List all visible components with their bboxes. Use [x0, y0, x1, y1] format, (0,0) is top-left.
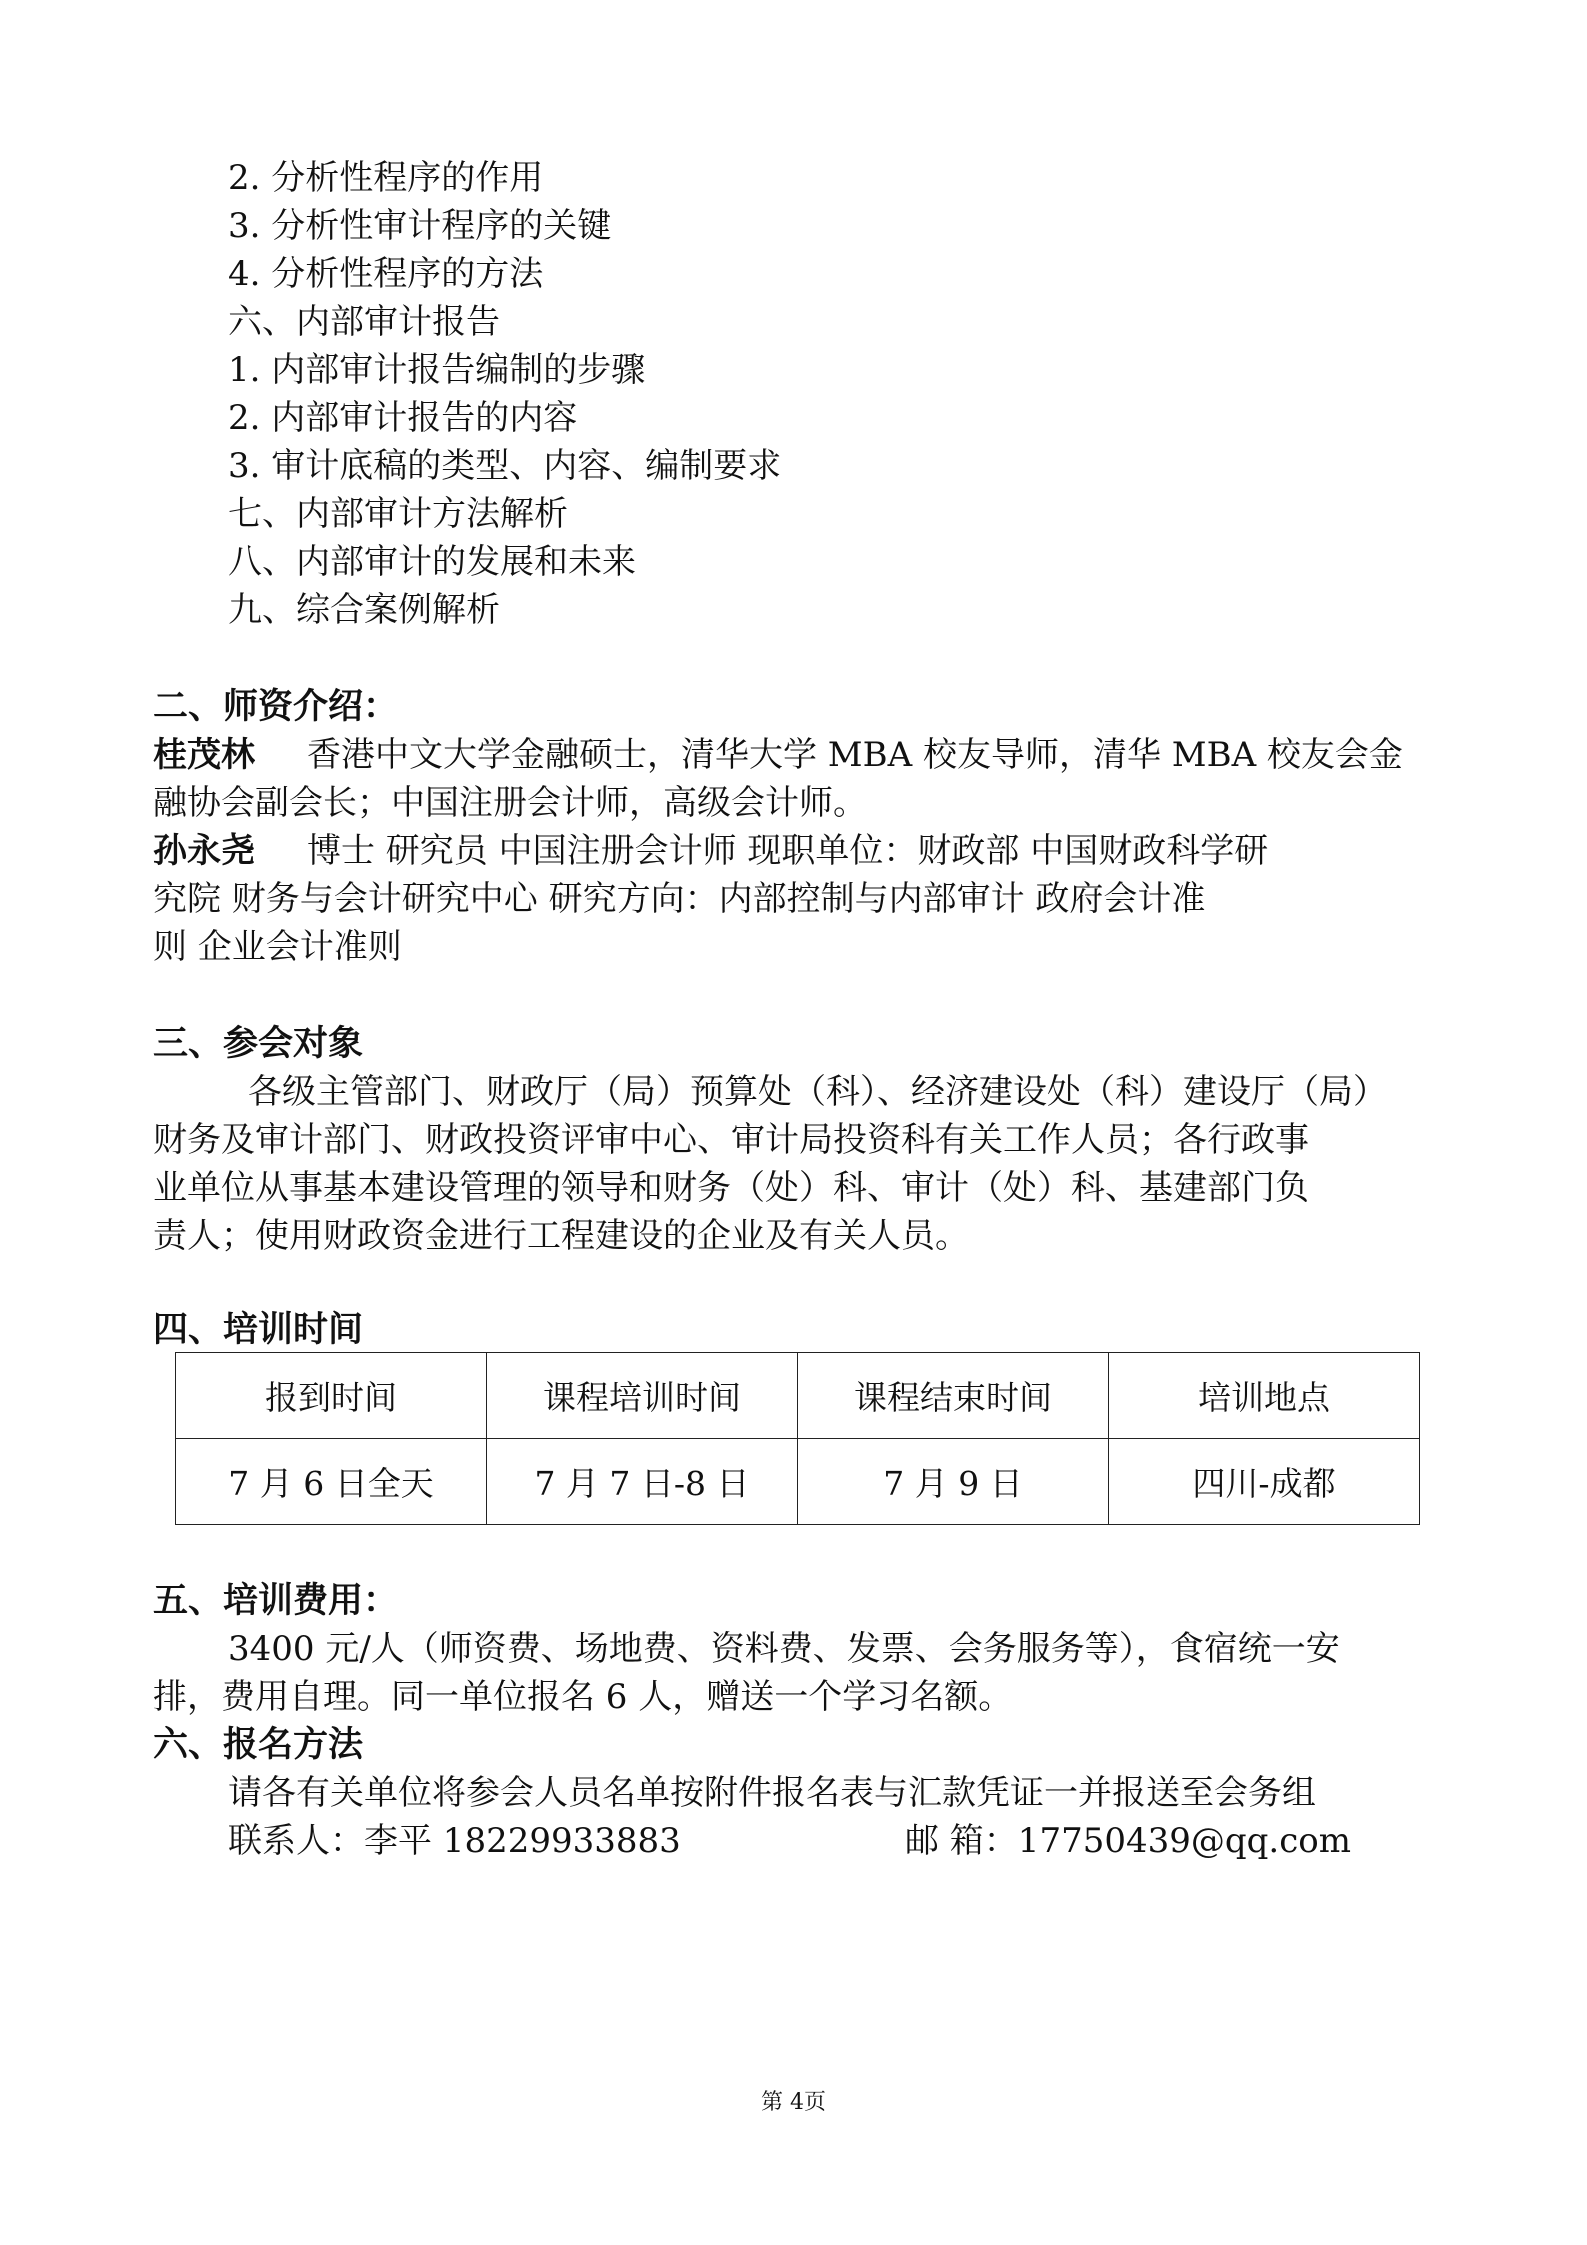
table-header-row	[176, 1353, 1420, 1439]
page-number: 第 4页	[761, 2090, 826, 2115]
teacher-1-bio-2: 融协会副会长；中国注册会计师，高级会计师。	[153, 783, 867, 823]
teacher-2-name: 孙永尧	[153, 831, 255, 871]
section-heading-signup: 六、报名方法	[153, 1724, 364, 1765]
fee-line: 3400 元/人（师资费、场地费、资料费、发票、会务服务等），食宿统一安	[228, 1629, 1340, 1669]
outline-item: 六、内部审计报告	[228, 302, 500, 342]
outline-item: 九、综合案例解析	[228, 590, 500, 630]
outline-item: 1. 内部审计报告编制的步骤	[228, 350, 646, 390]
outline-item: 2. 内部审计报告的内容	[228, 398, 578, 438]
signup-line: 请各有关单位将参会人员名单按附件报名表与汇款凭证一并报送至会务组	[228, 1773, 1316, 1813]
fee-line: 排，费用自理。同一单位报名 6 人，赠送一个学习名额。	[153, 1677, 1013, 1717]
table-cell: 四川-成都	[1109, 1439, 1420, 1525]
audience-line: 责人；使用财政资金进行工程建设的企业及有关人员。	[153, 1216, 969, 1256]
audience-line: 业单位从事基本建设管理的领导和财务（处）科、审计（处）科、基建部门负	[153, 1168, 1309, 1208]
outline-item: 3. 分析性审计程序的关键	[228, 206, 612, 246]
teacher-2-bio-1: 博士 研究员 中国注册会计师 现职单位：财政部 中国财政科学研	[307, 831, 1269, 871]
outline-item: 4. 分析性程序的方法	[228, 254, 544, 294]
section-heading-audience: 三、参会对象	[153, 1023, 364, 1064]
table-cell: 7 月 9 日	[798, 1439, 1109, 1525]
table-header-cell: 课程培训时间	[487, 1353, 798, 1439]
table-header-cell: 报到时间	[176, 1353, 487, 1439]
teacher-1-line-1	[153, 731, 1403, 779]
outline-item: 八、内部审计的发展和未来	[228, 542, 636, 582]
contact-person: 联系人：李平 18229933883	[228, 1821, 681, 1861]
training-schedule-table	[175, 1352, 1420, 1525]
teacher-1-bio-1: 香港中文大学金融硕士，清华大学 MBA 校友导师，清华 MBA 校友会金	[307, 735, 1403, 775]
table-cell: 7 月 6 日全天	[176, 1439, 487, 1525]
teacher-2-line-1	[153, 827, 1268, 875]
audience-line: 财务及审计部门、财政投资评审中心、审计局投资科有关工作人员；各行政事	[153, 1120, 1309, 1160]
audience-line: 各级主管部门、财政厅（局）预算处（科）、经济建设处（科）建设厅（局）	[248, 1072, 1387, 1112]
section-heading-teachers: 二、师资介绍：	[153, 686, 399, 727]
table-header-cell: 培训地点	[1109, 1353, 1420, 1439]
contact-email: 邮 箱：17750439@qq.com	[905, 1821, 1351, 1861]
table-cell: 7 月 7 日-8 日	[487, 1439, 798, 1525]
teacher-2-bio-2: 究院 财务与会计研究中心 研究方向：内部控制与内部审计 政府会计准	[153, 879, 1206, 919]
table-row	[176, 1439, 1420, 1525]
table-header-cell: 课程结束时间	[798, 1353, 1109, 1439]
teacher-2-bio-3: 则 企业会计准则	[153, 927, 402, 967]
outline-item: 2. 分析性程序的作用	[228, 158, 544, 198]
outline-item: 3. 审计底稿的类型、内容、编制要求	[228, 446, 782, 486]
teacher-1-name: 桂茂林	[153, 735, 255, 775]
outline-item: 七、内部审计方法解析	[228, 494, 568, 534]
section-heading-fee: 五、培训费用：	[153, 1580, 399, 1621]
section-heading-time: 四、培训时间	[153, 1309, 364, 1350]
